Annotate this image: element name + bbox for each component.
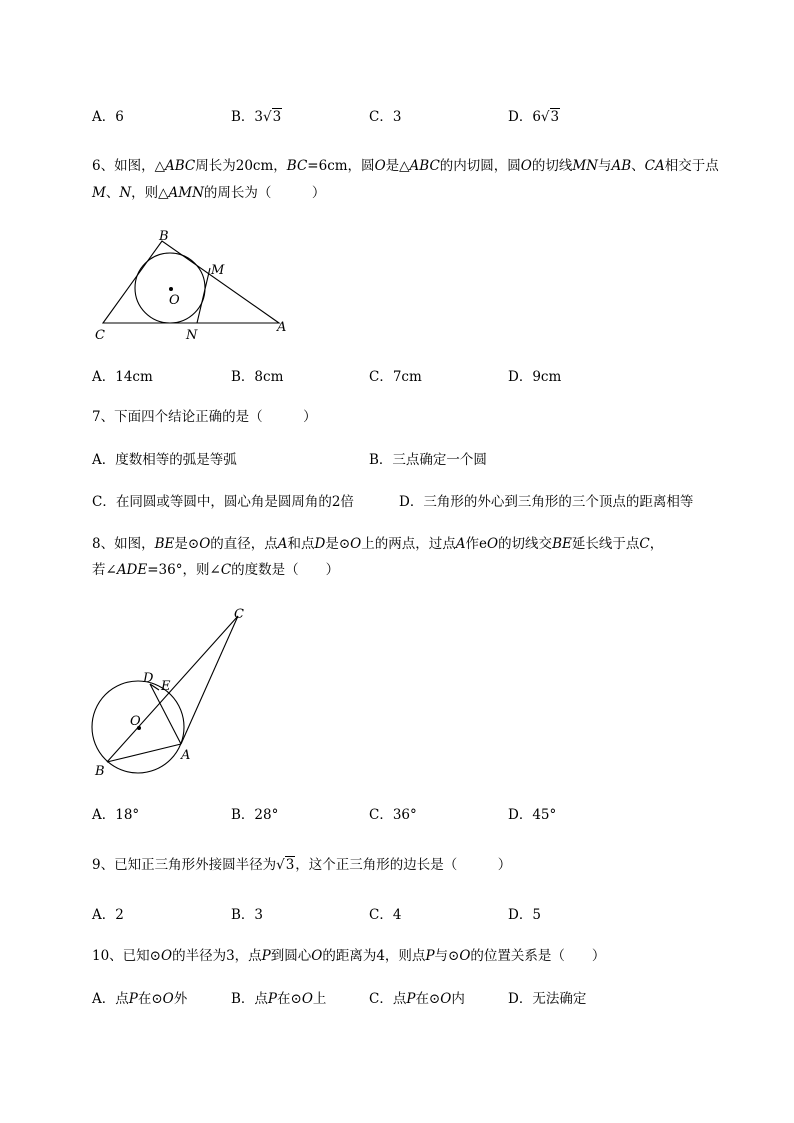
- q9-option-b[interactable]: B．3: [231, 907, 264, 923]
- q7-option-a[interactable]: A．度数相等的弧是等弧: [92, 452, 237, 468]
- label-c: C: [95, 328, 105, 343]
- q10-option-d[interactable]: D．无法确定: [508, 991, 587, 1007]
- label-e: E: [161, 679, 171, 694]
- q7-stem: 7、下面四个结论正确的是（ ）: [92, 409, 317, 425]
- q10-option-a[interactable]: A．点P在⊙O外: [92, 991, 188, 1007]
- label-n: N: [186, 328, 198, 343]
- label-m: M: [211, 263, 225, 278]
- triangle-abc: [103, 241, 279, 323]
- q6-option-a[interactable]: A．14cm: [92, 369, 153, 385]
- q6-stem-line1: 6、如图，△ABC周长为20cm，BC=6cm，圆O是△ABC的内切圆，圆O的切线MN与AB、CA相交于点: [92, 158, 719, 174]
- label-a: A: [277, 320, 287, 335]
- q9-stem: 9、已知正三角形外接圆半径为√3，这个正三角形的边长是（ ）: [92, 857, 512, 873]
- label-c: C: [234, 607, 244, 622]
- q10-option-c[interactable]: C．点P在⊙O内: [369, 991, 465, 1007]
- sqrt-symbol: √3: [276, 857, 295, 873]
- label-b: B: [159, 229, 169, 244]
- q6-option-b[interactable]: B．8cm: [231, 369, 284, 385]
- q6-option-d[interactable]: D．9cm: [508, 369, 562, 385]
- label-o: O: [130, 714, 141, 729]
- q7-option-b[interactable]: B．三点确定一个圆: [369, 452, 487, 468]
- q6-option-c[interactable]: C．7cm: [369, 369, 422, 385]
- q5-option-c[interactable]: C．3: [369, 109, 402, 125]
- q9-option-a[interactable]: A．2: [92, 907, 124, 923]
- q8-option-d[interactable]: D．45°: [508, 807, 557, 823]
- q6-stem-line2: M、N，则△AMN的周长为（ ）: [92, 185, 326, 201]
- tangent-ac: [181, 616, 238, 744]
- q5-option-d[interactable]: D．6√3: [508, 109, 560, 125]
- label-o: O: [169, 293, 180, 308]
- q8-stem-line1: 8、如图，BE是⊙O的直径，点A和点D是⊙O上的两点，过点A作eO的切线交BE延长线于点C，: [92, 536, 664, 552]
- line-bc: [107, 616, 238, 762]
- q8-option-a[interactable]: A．18°: [92, 807, 140, 823]
- q9-option-d[interactable]: D．5: [508, 907, 541, 923]
- label-d: D: [143, 671, 154, 686]
- q5-option-a[interactable]: A．6: [92, 109, 124, 125]
- label-a: A: [181, 748, 191, 763]
- q7-option-c[interactable]: C．在同圆或等圆中，圆心角是圆周角的2倍: [92, 494, 354, 510]
- sqrt-symbol: √3: [540, 109, 560, 125]
- center-dot-o: [169, 287, 173, 291]
- q6-figure-incircle-triangle: [90, 222, 300, 347]
- q5-option-b[interactable]: B．3√3: [231, 109, 282, 125]
- sqrt-symbol: √3: [263, 109, 282, 125]
- label-b: B: [95, 764, 105, 779]
- q7-option-d[interactable]: D．三角形的外心到三角形的三个顶点的距离相等: [399, 494, 694, 510]
- q9-option-c[interactable]: C．4: [369, 907, 402, 923]
- q8-option-b[interactable]: B．28°: [231, 807, 279, 823]
- q8-option-c[interactable]: C．36°: [369, 807, 417, 823]
- q10-option-b[interactable]: B．点P在⊙O上: [231, 991, 327, 1007]
- q8-figure-tangent-circle: [88, 602, 258, 780]
- q10-stem: 10、已知⊙O的半径为3，点P到圆心O的距离为4，则点P与⊙O的位置关系是（ ）: [92, 948, 606, 964]
- q8-stem-line2: 若∠ADE=36°，则∠C的度数是（ ）: [92, 562, 340, 578]
- chord-ba: [107, 744, 181, 762]
